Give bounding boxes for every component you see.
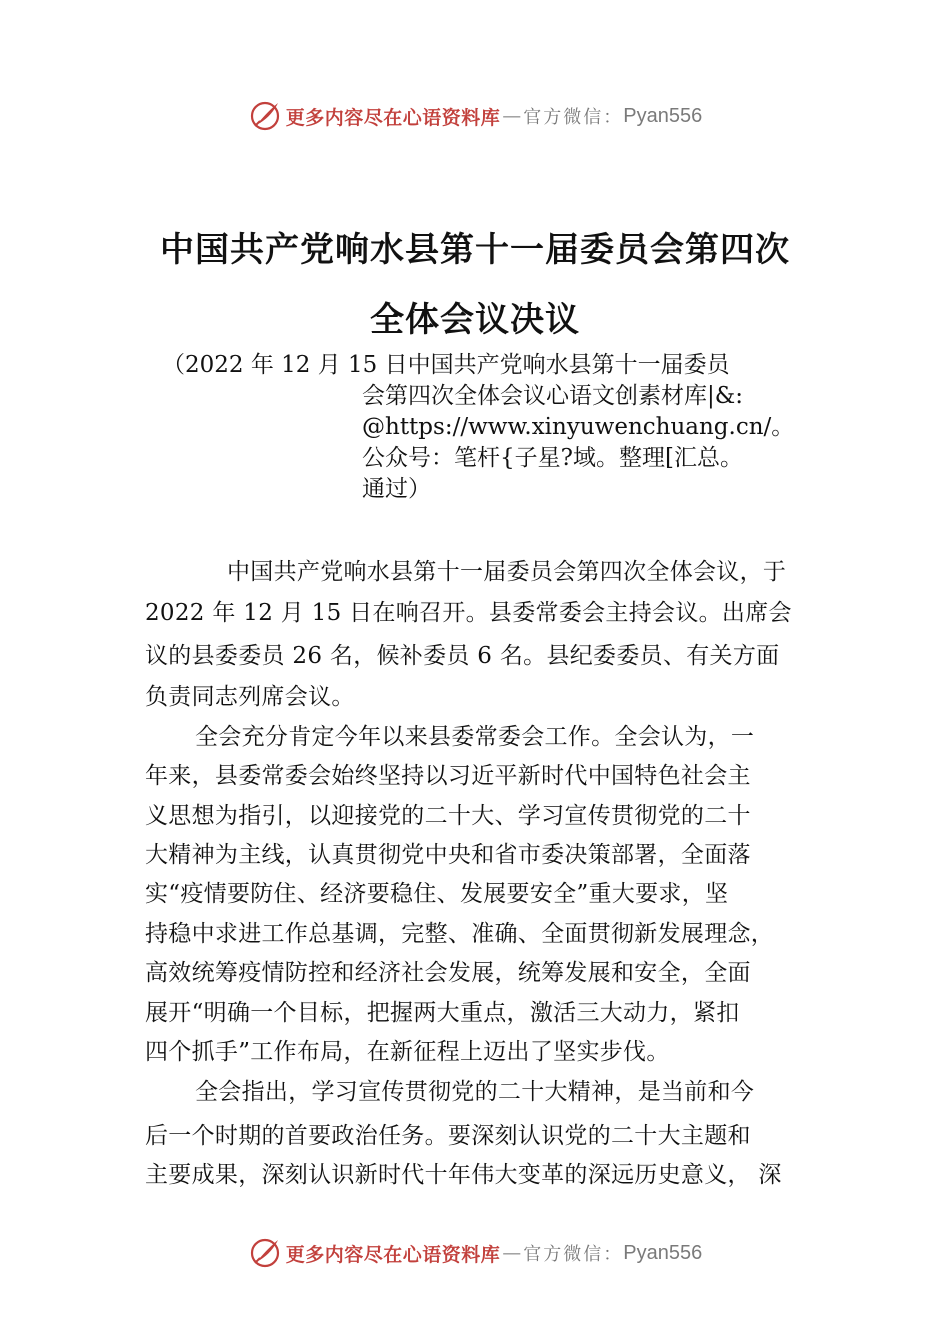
dateline-line-5: 通过） — [362, 476, 431, 502]
dateline-line-4: 公众号：笔杆{子星?域。整理[汇总。 — [362, 445, 743, 471]
header-watermark-banner — [0, 96, 950, 136]
document-title-line-2: 全体会议决议 — [370, 300, 580, 340]
dateline-line-1: （2022 年 12 月 15 日中国共产党响水县第十一届委员 — [162, 352, 730, 378]
body-line: 负责同志列席会议。 — [145, 684, 355, 710]
body-line: 年来，县委常委会始终坚持以习近平新时代中国特色社会主 — [145, 763, 751, 789]
body-line: 持稳中求进工作总基调，完整、准确、全面贯彻新发展理念， — [145, 921, 775, 947]
body-line: 后一个时期的首要政治任务。要深刻认识党的二十大主题和 — [145, 1123, 751, 1149]
body-line: 高效统筹疫情防控和经济社会发展，统筹发展和安全，全面 — [145, 960, 751, 986]
dateline-line-2: 会第四次全体会议心语文创素材库|&: — [362, 383, 743, 409]
banner-brand-text: 更多内容尽在心语资料库 — [285, 106, 501, 129]
banner-brand-text: 更多内容尽在心语资料库 — [285, 1243, 501, 1266]
quill-logo-icon — [248, 99, 282, 133]
body-line: 四个抓手”工作布局，在新征程上迈出了坚实步伐。 — [145, 1039, 670, 1065]
body-line: 全会指出，学习宣传贯彻党的二十大精神，是当前和今 — [195, 1079, 755, 1105]
body-line: 主要成果，深刻认识新时代十年伟大变革的深远历史意义， 深 — [145, 1162, 782, 1188]
body-line: 全会充分肯定今年以来县委常委会工作。全会认为，一 — [195, 724, 755, 750]
footer-watermark-banner — [0, 1233, 950, 1273]
body-line: 实“疫情要防住、经济要稳住、发展要安全”重大要求，坚 — [145, 881, 729, 907]
banner-wechat-id: Pyan556 — [623, 104, 703, 127]
dateline — [162, 350, 802, 505]
quill-logo-icon — [248, 1236, 282, 1270]
body-line: 大精神为主线，认真贯彻党中央和省市委决策部署，全面落 — [145, 842, 751, 868]
banner-dash: — — [502, 1242, 522, 1264]
banner-official-label: 官方微信： — [523, 1244, 624, 1265]
body-line: 2022 年 12 月 15 日在响召开。县委常委会主持会议。出席会 — [145, 600, 792, 626]
banner-wechat-id: Pyan556 — [623, 1241, 703, 1264]
banner-official-label: 官方微信： — [523, 107, 624, 128]
document-title-line-1: 中国共产党响水县第十一届委员会第四次 — [160, 230, 790, 270]
body-line: 中国共产党响水县第十一届委员会第四次全体会议，于 — [227, 559, 787, 585]
body-line: 展开“明确一个目标，把握两大重点，激活三大动力，紧扣 — [145, 1000, 740, 1026]
banner-dash: — — [502, 105, 522, 127]
body-line: 议的县委委员 26 名，候补委员 6 名。县纪委委员、有关方面 — [145, 643, 780, 669]
dateline-line-3: @https://www.xinyuwenchuang.cn/。 — [362, 414, 795, 440]
body-line: 义思想为指引，以迎接党的二十大、学习宣传贯彻党的二十 — [145, 803, 751, 829]
